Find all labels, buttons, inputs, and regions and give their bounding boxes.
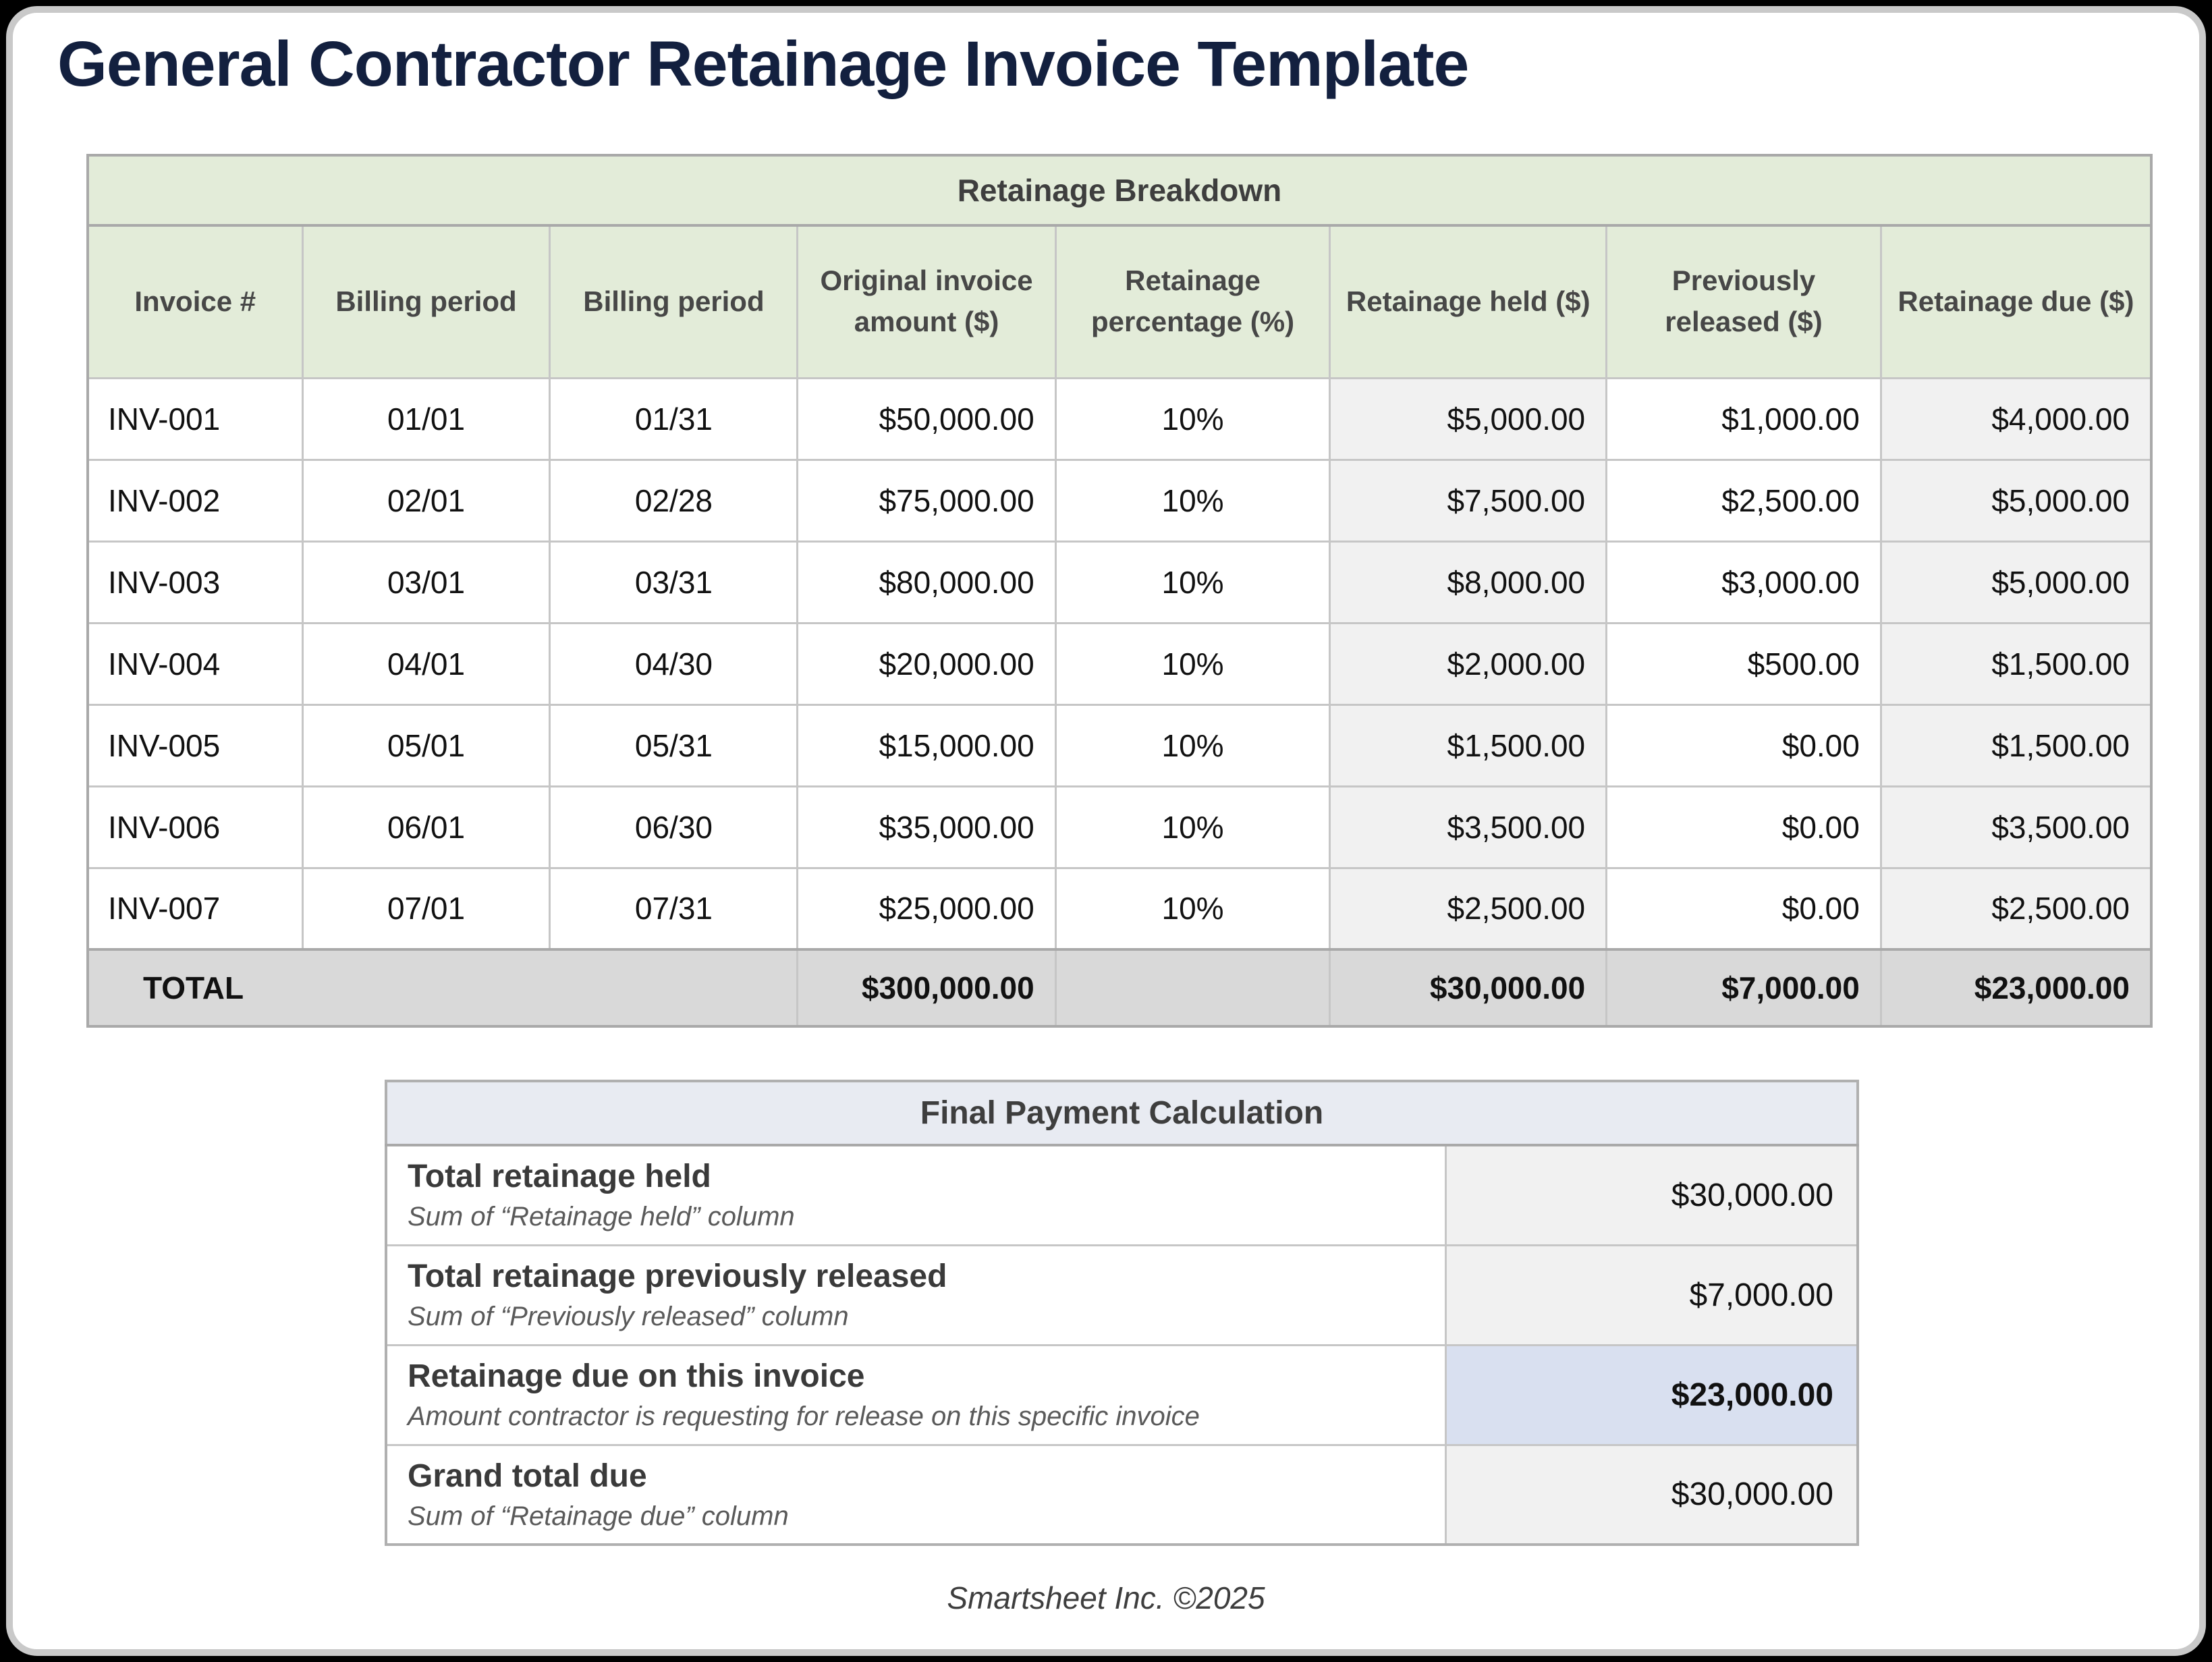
table-row-highlighted [386, 1345, 1858, 1445]
final-payment-title: Final Payment Calculation [386, 1081, 1858, 1145]
breakdown-title: Retainage Breakdown [88, 155, 2151, 225]
table-row [88, 704, 2151, 786]
cell-retainage-held: $1,500.00 [1330, 704, 1607, 786]
final-payment-row-label [386, 1245, 1445, 1345]
breakdown-header-row [88, 225, 2151, 378]
col-header-original-amount: Original invoice amount ($) [798, 225, 1055, 378]
row-label: Total retainage previously released [408, 1258, 947, 1294]
cell-billing-period-start: 01/01 [302, 378, 550, 460]
col-header-billing-period-end: Billing period [550, 225, 798, 378]
cell-previously-released: $0.00 [1607, 704, 1881, 786]
page-card [6, 6, 2206, 1656]
row-value: $30,000.00 [1445, 1445, 1858, 1545]
final-payment-row-label [386, 1345, 1445, 1445]
table-row [88, 868, 2151, 949]
col-header-billing-period-start: Billing period [302, 225, 550, 378]
cell-previously-released: $2,500.00 [1607, 460, 1881, 541]
cell-invoice-number: INV-003 [88, 541, 302, 623]
table-row [88, 623, 2151, 704]
cell-billing-period-end: 04/30 [550, 623, 798, 704]
row-sublabel: Amount contractor is requesting for release on this specific invoice [408, 1402, 1200, 1431]
row-sublabel: Sum of “Retainage due” column [408, 1501, 789, 1531]
cell-retainage-due: $4,000.00 [1881, 378, 2151, 460]
breakdown-title-band [88, 155, 2151, 225]
table-row [88, 378, 2151, 460]
cell-retainage-percentage: 10% [1055, 786, 1330, 868]
final-payment-row-label [386, 1445, 1445, 1545]
row-label: Retainage due on this invoice [408, 1358, 865, 1394]
total-retainage-held: $30,000.00 [1330, 949, 1607, 1026]
cell-invoice-number: INV-002 [88, 460, 302, 541]
total-previously-released: $7,000.00 [1607, 949, 1881, 1026]
cell-invoice-number: INV-004 [88, 623, 302, 704]
final-payment-table [385, 1080, 1859, 1546]
cell-invoice-number: INV-001 [88, 378, 302, 460]
total-spacer-cell [1055, 949, 1330, 1026]
cell-billing-period-end: 07/31 [550, 868, 798, 949]
cell-original-amount: $20,000.00 [798, 623, 1055, 704]
cell-previously-released: $3,000.00 [1607, 541, 1881, 623]
col-header-retainage-held: Retainage held ($) [1330, 225, 1607, 378]
cell-retainage-percentage: 10% [1055, 378, 1330, 460]
cell-billing-period-start: 03/01 [302, 541, 550, 623]
cell-retainage-held: $8,000.00 [1330, 541, 1607, 623]
table-row [386, 1445, 1858, 1545]
cell-previously-released: $500.00 [1607, 623, 1881, 704]
row-sublabel: Sum of “Previously released” column [408, 1302, 849, 1331]
cell-retainage-due: $3,500.00 [1881, 786, 2151, 868]
total-label: TOTAL [88, 949, 798, 1026]
cell-invoice-number: INV-006 [88, 786, 302, 868]
cell-retainage-due: $1,500.00 [1881, 623, 2151, 704]
col-header-invoice-number: Invoice # [88, 225, 302, 378]
row-value: $23,000.00 [1445, 1345, 1858, 1445]
cell-retainage-percentage: 10% [1055, 868, 1330, 949]
table-row [88, 460, 2151, 541]
row-sublabel: Sum of “Retainage held” column [408, 1202, 795, 1232]
cell-billing-period-end: 03/31 [550, 541, 798, 623]
cell-previously-released: $0.00 [1607, 786, 1881, 868]
row-label: Grand total due [408, 1458, 647, 1494]
cell-billing-period-end: 05/31 [550, 704, 798, 786]
footer-credit: Smartsheet Inc. ©2025 [947, 1580, 1265, 1615]
cell-retainage-held: $5,000.00 [1330, 378, 1607, 460]
cell-invoice-number: INV-007 [88, 868, 302, 949]
cell-retainage-due: $1,500.00 [1881, 704, 2151, 786]
cell-billing-period-start: 04/01 [302, 623, 550, 704]
cell-retainage-percentage: 10% [1055, 541, 1330, 623]
cell-retainage-percentage: 10% [1055, 704, 1330, 786]
page-title: General Contractor Retainage Invoice Template [57, 28, 1469, 100]
cell-retainage-percentage: 10% [1055, 460, 1330, 541]
cell-billing-period-end: 06/30 [550, 786, 798, 868]
cell-original-amount: $80,000.00 [798, 541, 1055, 623]
cell-retainage-held: $2,000.00 [1330, 623, 1607, 704]
col-header-retainage-due: Retainage due ($) [1881, 225, 2151, 378]
total-row [88, 949, 2151, 1026]
table-row [386, 1145, 1858, 1245]
cell-billing-period-end: 01/31 [550, 378, 798, 460]
cell-retainage-held: $2,500.00 [1330, 868, 1607, 949]
total-retainage-due: $23,000.00 [1881, 949, 2151, 1026]
retainage-breakdown-table [86, 154, 2153, 1028]
cell-retainage-due: $2,500.00 [1881, 868, 2151, 949]
cell-retainage-percentage: 10% [1055, 623, 1330, 704]
final-payment-title-band [386, 1081, 1858, 1145]
row-value: $7,000.00 [1445, 1245, 1858, 1345]
cell-billing-period-start: 06/01 [302, 786, 550, 868]
cell-billing-period-end: 02/28 [550, 460, 798, 541]
final-payment-row-label [386, 1145, 1445, 1245]
table-row [88, 541, 2151, 623]
cell-invoice-number: INV-005 [88, 704, 302, 786]
cell-retainage-held: $7,500.00 [1330, 460, 1607, 541]
cell-original-amount: $50,000.00 [798, 378, 1055, 460]
cell-billing-period-start: 05/01 [302, 704, 550, 786]
cell-original-amount: $15,000.00 [798, 704, 1055, 786]
cell-original-amount: $35,000.00 [798, 786, 1055, 868]
table-row [386, 1245, 1858, 1345]
cell-original-amount: $25,000.00 [798, 868, 1055, 949]
row-value: $30,000.00 [1445, 1145, 1858, 1245]
total-original-amount: $300,000.00 [798, 949, 1055, 1026]
col-header-previously-released: Previously released ($) [1607, 225, 1881, 378]
cell-previously-released: $1,000.00 [1607, 378, 1881, 460]
cell-billing-period-start: 02/01 [302, 460, 550, 541]
cell-original-amount: $75,000.00 [798, 460, 1055, 541]
col-header-retainage-percentage: Retainage percentage (%) [1055, 225, 1330, 378]
cell-retainage-held: $3,500.00 [1330, 786, 1607, 868]
cell-previously-released: $0.00 [1607, 868, 1881, 949]
cell-retainage-due: $5,000.00 [1881, 541, 2151, 623]
cell-retainage-due: $5,000.00 [1881, 460, 2151, 541]
table-row [88, 786, 2151, 868]
cell-billing-period-start: 07/01 [302, 868, 550, 949]
row-label: Total retainage held [408, 1159, 711, 1195]
